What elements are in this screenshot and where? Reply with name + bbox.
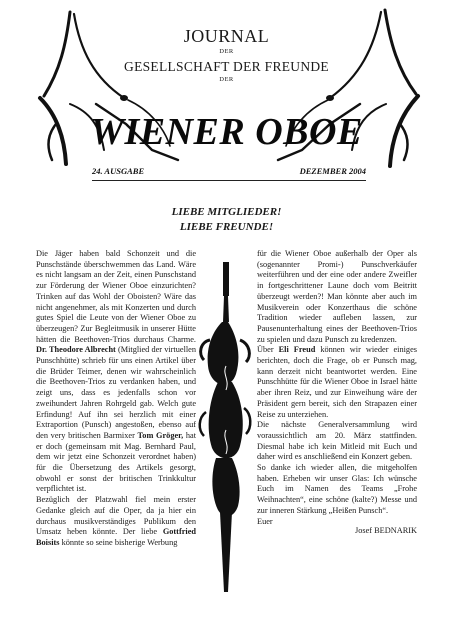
der-label-1: DER (219, 48, 234, 55)
person-name: Eli Freud (278, 345, 316, 355)
person-name: Gottfried Boisits (36, 527, 196, 547)
article-column-left (36, 249, 196, 549)
society-name: GESELLSCHAFT DER FREUNDE (124, 59, 329, 74)
paragraph: Die nächste Generalversammlung wird voraussichtlich am 20. März stattfinden. Diesmal habe ich kein Mitleid mit Euch und daher wird es anschließend ein Konzert geben. (257, 420, 417, 462)
signature-row (257, 516, 417, 535)
signature: Josef BEDNARIK (355, 525, 417, 535)
text: Bezüglich der Platzwahl fiel mein erster Gedanke gleich auf die Oper, da ja hier ein durchaus musikverständiges Publikum den Umsatz heben könnte. Der liebe (36, 495, 196, 537)
issue-number: 24. AUSGABE (92, 166, 145, 176)
der-label-2: DER (219, 76, 234, 83)
headline-line-2: LIEBE FREUNDE! (179, 221, 274, 233)
paragraph (36, 495, 196, 549)
publication-title: WIENER OBOE (90, 111, 363, 153)
person-name: Tom Gröger, (137, 430, 184, 440)
text: können wir wieder einiges berichten, doch die Frage, ob er Punsch mag, kann derzeit nicht beantwortet werden. Eine Punschhütte für die Wiener Oboe in Israel hätte aber ihren Reiz, und zur Einweihung wäre der Präsident gern bereit, sich den Strapazen einer Reise zu unterziehen. (257, 345, 417, 419)
closing: Euer (257, 516, 273, 526)
text: Über (257, 345, 279, 355)
headline-line-1: LIEBE MITGLIEDER! (171, 206, 282, 218)
oboe-illustration (196, 262, 256, 592)
text: (Mitglied der virtuellen Punschhütte) schrieb für uns einen Artikel über die Brüder Teimer, denen wir wahrscheinlich die Beethoven-Trios zu verdanken haben, und zeigt uns, dass es jedenfalls schon vor zweihundert Jahren Rohrgeld gab. Welch gute Erfindung! Auf ihn sei herzlich mit einer Extraportion (Punsch) angestoßen, ebenso auf den very britischen Barmixer (36, 345, 197, 440)
journal-label: JOURNAL (183, 26, 270, 46)
paragraph: So danke ich wieder allen, die mitgeholfen haben. Erheben wir unser Glas: Ich wünsche Euch im Namen des Teams „Frohe Weihnachten“, eine schöne (kalte?) Messe und zur inneren Stärkung „Heißen Punsch“. (257, 463, 417, 515)
paragraph (36, 249, 196, 495)
article-column-right (257, 249, 417, 535)
issue-date: DEZEMBER 2004 (299, 166, 366, 176)
paragraph: für die Wiener Oboe außerhalb der Oper als (sogenannter Promi-) Punschverkäufer weiterführen und der eine oder andere Zweifler in fortgeschrittener Laune doch vom Beitritt überzeugt werden?! Man könnte aber auch im Musikverein oder Konzerthaus die schöne Tradition wieder aufleben lassen, zur Pausenunterhaltung eines der Beethoven-Trios zu spielen und dazu Punsch zu kredenzen. (257, 249, 417, 344)
paragraph (257, 345, 417, 420)
text: hat er doch (gemeinsam mit Mag. Bernhard Paul, dem wir jetzt eine Schonzeit verordnet haben) für die Übersetzung des Artikels gesorgt, obwohl er sonst der britischen Trinkkultur verpflichtet ist. (36, 430, 196, 494)
issue-row (92, 166, 366, 178)
text: Die Jäger haben bald Schonzeit und die Punschstände überschwemmen das Land. Wäre es nicht langsam an der Zeit, einen Punschstand zur Förderung der Wiener Oboe einzurichten? Trinken auf das Wohl der Oboisten? Wäre das nicht angenehmer, als mit Konzerten und durch gutes Spiel die Leute von der Wiener Oboe zu überzeugen? Zur Begleitmusik in unserer Hütte hätten die Beethoven-Trios durchaus Charme. (36, 249, 196, 344)
person-name: Dr. Theodore Albrecht (36, 345, 116, 355)
text: könnte so seine bisherige Werbung (59, 537, 178, 547)
masthead (0, 0, 453, 190)
header-rule (92, 180, 366, 181)
